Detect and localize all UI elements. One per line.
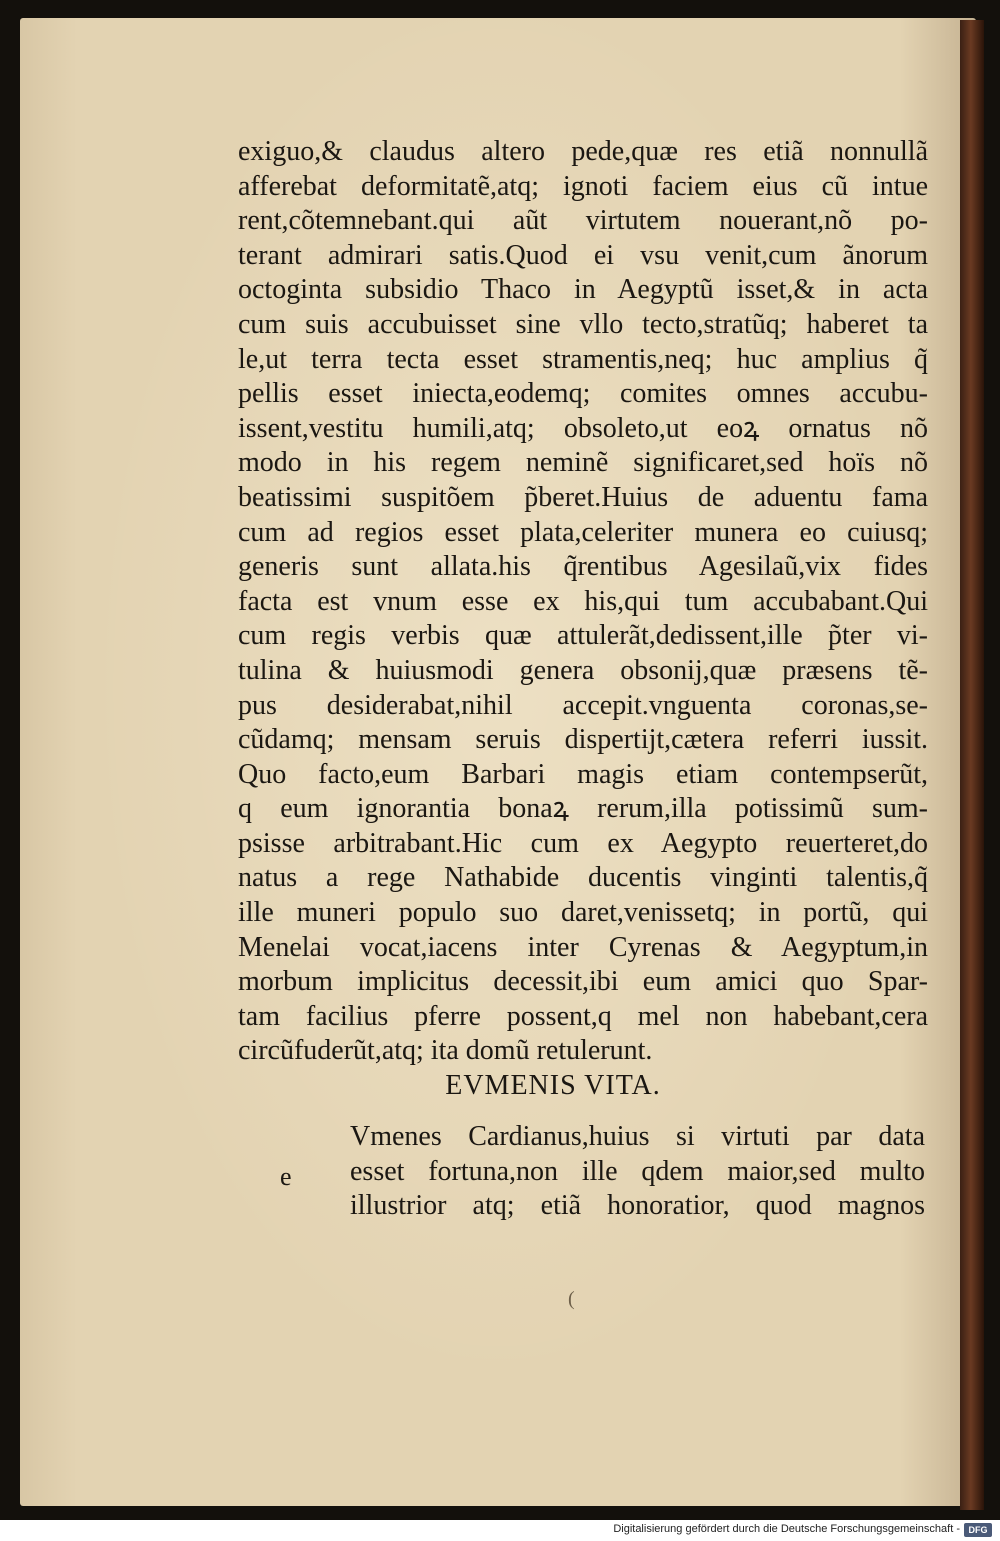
stray-mark: ( bbox=[568, 1288, 575, 1310]
text-line: illustrior atq; etiã honoratior, quod magnos bbox=[350, 1190, 925, 1222]
text-line: Vmenes Cardianus,huius si virtuti par data bbox=[350, 1121, 925, 1152]
text-line: le,ut terra tecta esset stramentis,neq; huc amplius q̃ bbox=[238, 343, 928, 375]
text-line: ille muneri populo suo daret,venissetq; in portũ, qui bbox=[238, 897, 928, 929]
text-line: natus a rege Nathabide ducentis vinginti talentis,q̃ bbox=[238, 862, 928, 894]
text-line: cũdamq; mensam seruis dispertijt,cætera referri iussit. bbox=[238, 724, 928, 756]
margin-marker: e bbox=[280, 1162, 292, 1191]
text-line: cum ad regios esset plata,celeriter munera eo cuiusq; bbox=[238, 516, 928, 548]
text-line: Quo facto,eum Barbari magis etiam contempserũt, bbox=[238, 758, 928, 790]
book-edge bbox=[960, 20, 984, 1510]
footer-bar bbox=[0, 1520, 1000, 1541]
text-line: tam facilius pferre possent,q mel non habebant,cera bbox=[238, 1000, 928, 1032]
text-line: exiguo,& claudus altero pede,quæ res etiã nonnullã bbox=[238, 136, 928, 167]
text-line: Menelai vocat,iacens inter Cyrenas & Aegyptum,in bbox=[238, 931, 928, 963]
text-line: facta est vnum esse ex his,qui tum accubabant.Qui bbox=[238, 585, 928, 617]
text-line: generis sunt allata.his q̃rentibus Agesilaũ,vix fides bbox=[238, 551, 928, 583]
dfg-logo: DFG bbox=[964, 1523, 992, 1537]
text-line: modo in his regem neminẽ significaret,sed hoïs nõ bbox=[238, 447, 928, 479]
paragraph-block bbox=[350, 1120, 925, 1224]
text-line: octoginta subsidio Thaco in Aegyptũ isset,& in acta bbox=[238, 274, 928, 306]
text-line: terant admirari satis.Quod ei vsu venit,cum ãnorum bbox=[238, 239, 928, 271]
text-line: issent,vestitu humili,atq; obsoleto,ut eoꝝ ornatus nõ bbox=[238, 412, 928, 444]
text-line: q eum ignorantia bonaꝝ rerum,illa potissimũ sum- bbox=[238, 793, 928, 825]
text-line: pellis esset iniecta,eodemq; comites omnes accubu- bbox=[238, 378, 928, 410]
text-line: cum regis verbis quæ attulerãt,dedissent,ille p̃ter vi- bbox=[238, 620, 928, 652]
text-line: beatissimi suspitõem p̃beret.Huius de aduentu fama bbox=[238, 481, 928, 513]
text-line: pus desiderabat,nihil accepit.vnguenta coronas,se- bbox=[238, 689, 928, 721]
text-line: tulina & huiusmodi genera obsonij,quæ præsens tẽ- bbox=[238, 654, 928, 686]
text-line: afferebat deformitatẽ,atq; ignoti faciem eius cũ intue bbox=[238, 170, 928, 202]
funding-credit: Digitalisierung gefördert durch die Deutsche Forschungsgemeinschaft - bbox=[613, 1523, 960, 1535]
text-line: rent,cõtemnebant.qui aũt virtutem nouerant,nõ po- bbox=[238, 205, 928, 237]
text-line: morbum implicitus decessit,ibi eum amici quo Spar- bbox=[238, 966, 928, 998]
main-text-block bbox=[238, 135, 928, 1104]
text-line: circũfuderũt,atq; ita domũ retulerunt. bbox=[238, 1035, 653, 1067]
text-line: esset fortuna,non ille qdem maior,sed multo bbox=[350, 1155, 925, 1187]
text-line: cum suis accubuisset sine vllo tecto,stratũq; haberet ta bbox=[238, 308, 928, 340]
text-line: psisse arbitrabant.Hic cum ex Aegypto reuerteret,do bbox=[238, 827, 928, 859]
section-heading: EVMENIS VITA. bbox=[445, 1070, 661, 1102]
